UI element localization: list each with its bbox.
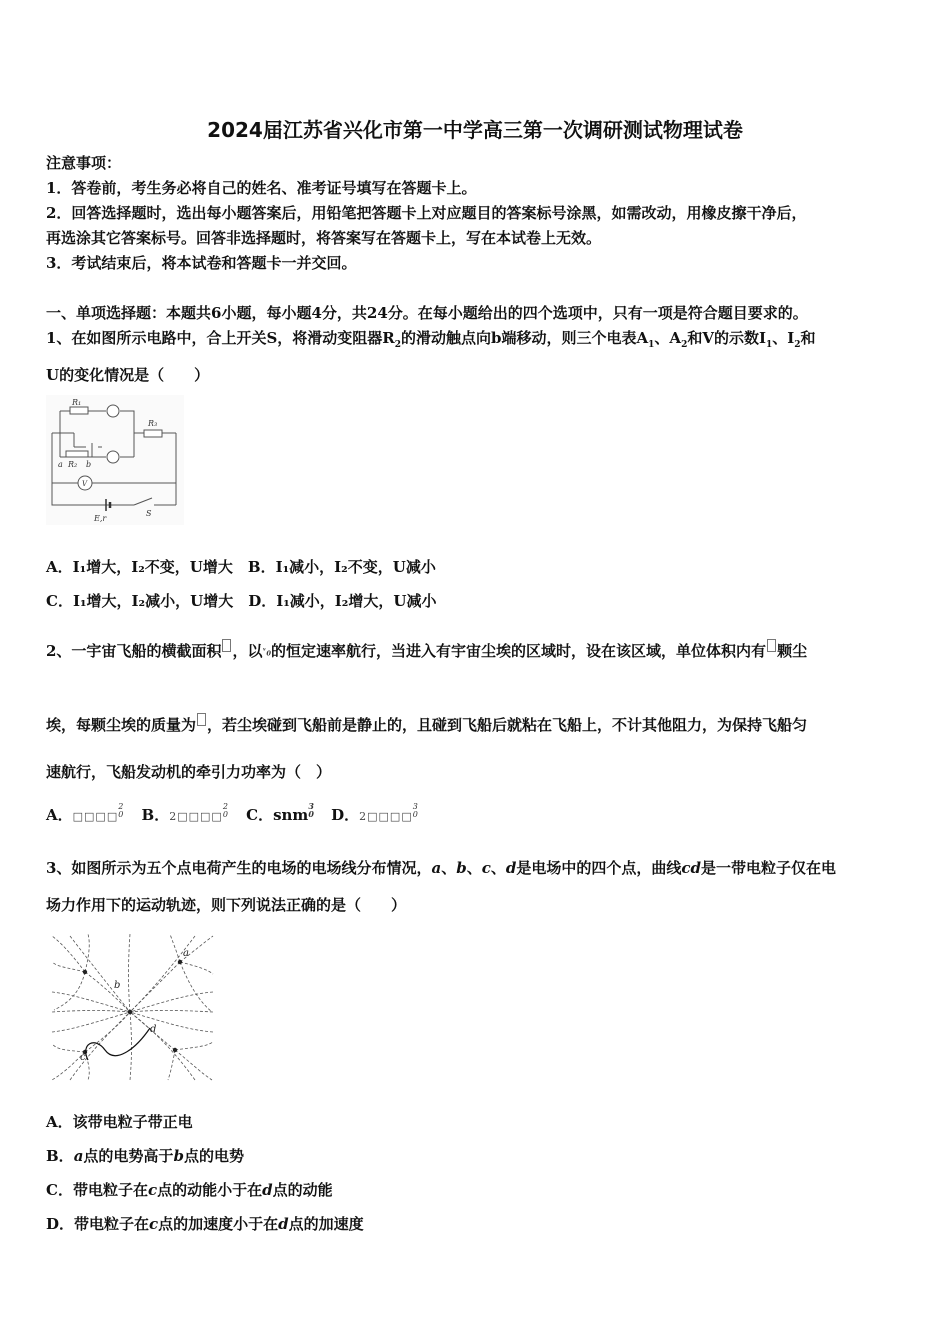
charge-2 <box>178 960 182 964</box>
formula-placeholder-n <box>767 639 776 652</box>
exam-title: 2024届江苏省兴化市第一中学高三第一次调研测试物理试卷 <box>207 118 743 142</box>
q3-c-post: 点的动能 <box>272 1181 333 1199</box>
q1-circuit-figure <box>46 395 184 525</box>
q3-l1f: c <box>481 859 491 877</box>
q3-b-mid: 点的电势高于 <box>83 1147 174 1165</box>
q1-options-ab: A．I₁增大，I₂不变，U增大 B．I₁减小，I₂不变，U减小 <box>46 558 436 576</box>
q3-l1j: cd <box>681 859 702 877</box>
q1-options-cd: C．I₁增大，I₂减小，U增大 D．I₁减小，I₂增大，U减小 <box>46 592 437 610</box>
q3-option-c <box>46 1180 333 1200</box>
q3-l1h: d <box>505 859 517 877</box>
q2-line1 <box>46 639 807 661</box>
label-r1: R₁ <box>72 398 82 407</box>
point-b: b <box>114 980 121 991</box>
notice-item-1: 1．答卷前，考生务必将自己的姓名、准考证号填写在答题卡上。 <box>46 179 477 197</box>
q1-stem <box>46 328 816 355</box>
label-r3: R₃ <box>148 419 158 428</box>
q3-l1g: 、 <box>490 859 506 877</box>
q1-stem-b: 的滑动触点向b端移动，则三个电表A <box>401 329 649 347</box>
q1-sub-5: 2 <box>794 340 801 350</box>
q1-stem-a: 1、在如图所示电路中，合上开关S，将滑动变阻器R <box>46 329 395 347</box>
q2-l1d: 颗尘 <box>777 642 808 660</box>
q3-l1d: b <box>456 859 467 877</box>
formula-placeholder-d: 2□□□□3 0 <box>359 802 419 823</box>
q2-opt-a: A． <box>46 806 73 824</box>
q3-l1b: a <box>431 859 442 877</box>
q3-l1a: 3、如图所示为五个点电荷产生的电场的电场线分布情况， <box>46 859 432 877</box>
q3-option-d <box>46 1214 364 1234</box>
formula-placeholder-c: 3 0 <box>308 801 314 819</box>
q1-sub-1: 2 <box>394 340 402 350</box>
q2-l2a: 埃，每颗尘埃的质量为 <box>46 716 197 734</box>
q1-sub-2: 1 <box>648 340 655 350</box>
formula-placeholder-s <box>222 639 231 652</box>
q2-line3: 速航行，飞船发动机的牵引力功率为（ ） <box>46 763 332 781</box>
q2-opt-b: B． <box>141 806 170 824</box>
q3-d-pre: D．带电粒子在 <box>46 1215 150 1233</box>
formula-placeholder-b: 2□□□□2 0 <box>169 802 229 823</box>
point-c: c <box>80 1052 86 1063</box>
resistor-r1 <box>70 407 88 414</box>
formula-placeholder-a: □□□□2 0 <box>72 802 125 823</box>
q2-l1c: 的恒定速率航行，当进入有宇宙尘埃的区域时，设在该区域，单位体积内有 <box>271 642 767 660</box>
q2-line2 <box>46 713 807 735</box>
q3-l1c: 、 <box>441 859 457 877</box>
charge-5 <box>173 1048 177 1052</box>
q2-l2b: ，若尘埃碰到飞船前是静止的，且碰到飞船后就粘在飞船上，不计其他阻力，为保持飞船匀 <box>207 716 808 734</box>
q3-field-lines-figure <box>50 932 215 1082</box>
charges <box>83 960 182 1054</box>
q1-stem-f: 和 <box>800 329 816 347</box>
q1-sub-3: 2 <box>681 340 688 350</box>
charge-3 <box>128 1010 132 1014</box>
q3-b-pre: B． <box>46 1147 74 1165</box>
label-b: b <box>86 460 92 469</box>
formula-placeholder-m <box>197 713 206 726</box>
q3-option-a: A．该带电粒子带正电 <box>46 1113 193 1131</box>
q3-b-v2: b <box>173 1147 184 1165</box>
q3-c-mid: 点的动能小于在 <box>157 1181 263 1199</box>
q3-line1 <box>46 858 836 878</box>
q3-d-mid: 点的加速度小于在 <box>158 1215 279 1233</box>
resistor-r2 <box>66 451 88 457</box>
resistor-r3 <box>144 430 162 437</box>
label-v: V <box>82 480 88 488</box>
label-r2: R₂ <box>68 460 78 469</box>
q1-stem-line2: U的变化情况是（ ） <box>46 366 210 384</box>
q3-l1e: 、 <box>466 859 482 877</box>
q2-options <box>46 802 419 827</box>
q2-opt-c: C．snm <box>246 806 309 824</box>
q3-c-v2: d <box>262 1181 273 1199</box>
notice-item-3: 3．考试结束后，将本试卷和答题卡一并交回。 <box>46 254 357 272</box>
q3-l1i: 是电场中的四个点，曲线 <box>516 859 682 877</box>
section-heading: 一、单项选择题：本题共6小题，每小题4分，共24分。在每小题给出的四个选项中，只有一项是符合题目要求的。 <box>46 304 808 322</box>
q3-l1k: 是一带电粒子仅在电 <box>701 859 837 877</box>
q3-d-post: 点的加速度 <box>288 1215 364 1233</box>
q2-l1a: 2、一宇宙飞船的横截面积 <box>46 642 222 660</box>
formula-placeholder-v0: ᵛ$_0$ <box>262 645 272 658</box>
q1-sub-4: 1 <box>765 340 773 350</box>
q1-stem-d: 和V的示数I <box>687 329 766 347</box>
ammeter-a1 <box>107 405 119 417</box>
q3-d-v1: c <box>149 1215 159 1233</box>
notice-item-2: 2．回答选择题时，选出每小题答案后，用铅笔把答题卡上对应题目的答案标号涂黑，如需改动，用橡皮擦干净后， <box>46 204 807 222</box>
q3-line2: 场力作用下的运动轨迹，则下列说法正确的是（ ） <box>46 896 407 914</box>
label-er: E,r <box>94 514 107 523</box>
q3-b-v1: a <box>73 1147 84 1165</box>
q3-d-v2: d <box>278 1215 289 1233</box>
notice-item-2-cont: 再选涂其它答案标号。回答非选择题时，将答案写在答题卡上，写在本试卷上无效。 <box>46 229 602 247</box>
notice-heading: 注意事项： <box>46 154 122 172</box>
point-a: a <box>183 948 189 959</box>
ammeter-a2 <box>107 451 119 463</box>
label-a: a <box>58 460 63 469</box>
q2-l1b: ，以 <box>232 642 263 660</box>
charge-1 <box>83 970 87 974</box>
q2-opt-d: D． <box>331 806 360 824</box>
q1-stem-c: 、A <box>654 329 682 347</box>
label-s: S <box>146 509 152 518</box>
q3-b-post: 点的电势 <box>183 1147 244 1165</box>
q3-c-v1: c <box>147 1181 158 1199</box>
q3-c-pre: C．带电粒子在 <box>46 1181 148 1199</box>
q3-option-b <box>46 1146 244 1166</box>
point-d: d <box>150 1024 157 1035</box>
q1-stem-e: 、I <box>772 329 795 347</box>
